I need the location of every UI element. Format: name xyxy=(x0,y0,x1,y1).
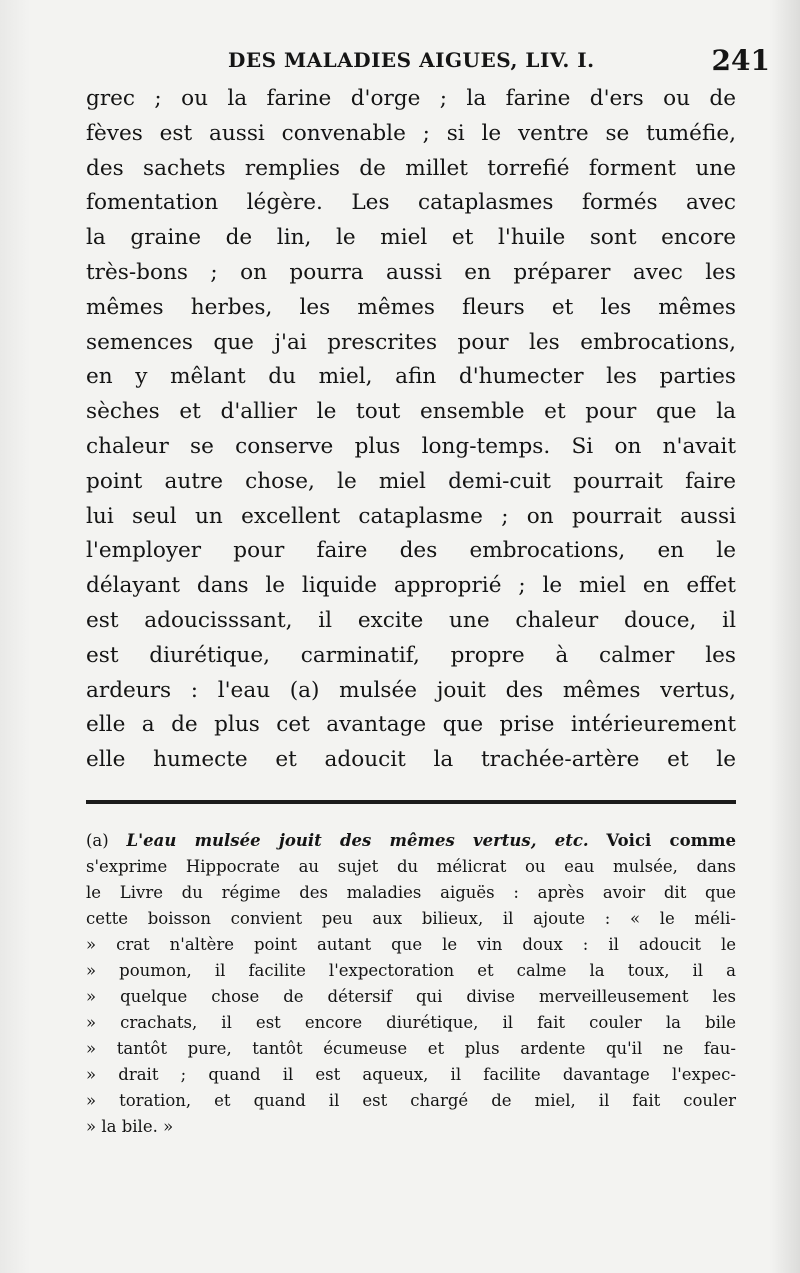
footnote-line: » quelque chose de détersif qui divise merveilleusement les xyxy=(86,987,736,1006)
text-line: des sachets remplies de millet torrefié forment une xyxy=(86,155,736,181)
text-line: est diurétique, carminatif, propre à calmer les xyxy=(86,642,736,668)
footnote-line: » crat n'altère point autant que le vin doux : il adoucit le xyxy=(86,935,736,954)
text-line: mêmes herbes, les mêmes fleurs et les mêmes xyxy=(86,294,736,320)
text-line: fèves est aussi convenable ; si le ventre se tuméfie, xyxy=(86,120,736,146)
footnote-line: cette boisson convient peu aux bilieux, il ajoute : « le méli- xyxy=(86,909,736,928)
footnote-line: » crachats, il est encore diurétique, il fait couler la bile xyxy=(86,1013,736,1032)
main-text xyxy=(86,82,736,778)
footnote-rule xyxy=(86,800,736,804)
text-line: elle humecte et adoucit la trachée-artère et le xyxy=(86,747,736,773)
footnote-lead-italic: L'eau mulsée jouit des mêmes vertus, etc. xyxy=(126,831,589,850)
footnote xyxy=(86,828,736,1140)
footnote-first-line xyxy=(86,828,736,854)
page-right-shadow xyxy=(770,0,800,1273)
text-line: grec ; ou la farine d'orge ; la farine d'ers ou de xyxy=(86,86,736,111)
footnote-line: » tantôt pure, tantôt écumeuse et plus ardente qu'il ne fau- xyxy=(86,1039,736,1058)
page-left-shadow xyxy=(0,0,30,1273)
text-line: semences que j'ai prescrites pour les embrocations, xyxy=(86,329,736,355)
footnote-lead-rest: Voici comme xyxy=(606,831,736,850)
text-line: est adoucisssant, il excite une chaleur douce, il xyxy=(86,607,736,633)
footnote-line: le Livre du régime des maladies aiguës : après avoir dit que xyxy=(86,883,736,902)
text-line: très-bons ; on pourra aussi en préparer avec les xyxy=(86,259,736,285)
footnote-line: » toration, et quand il est chargé de miel, il fait couler xyxy=(86,1091,736,1110)
text-line: elle a de plus cet avantage que prise intérieurement xyxy=(86,712,736,738)
footnote-line: » drait ; quand il est aqueux, il facilite davantage l'expec- xyxy=(86,1065,736,1084)
footnote-line: » poumon, il facilite l'expectoration et calme la toux, il a xyxy=(86,961,736,980)
text-line: ardeurs : l'eau (a) mulsée jouit des mêmes vertus, xyxy=(86,677,736,703)
text-line: fomentation légère. Les cataplasmes formés avec xyxy=(86,190,736,216)
text-line: délayant dans le liquide approprié ; le miel en effet xyxy=(86,573,736,599)
text-line: sèches et d'allier le tout ensemble et pour que la xyxy=(86,399,736,425)
footnote-line: » la bile. » xyxy=(86,1117,174,1136)
text-line: lui seul un excellent cataplasme ; on pourrait aussi xyxy=(86,503,736,529)
text-line: point autre chose, le miel demi-cuit pourrait faire xyxy=(86,468,736,494)
text-line: la graine de lin, le miel et l'huile sont encore xyxy=(86,225,736,251)
text-line: l'employer pour faire des embrocations, en le xyxy=(86,538,736,564)
text-line: chaleur se conserve plus long-temps. Si on n'avait xyxy=(86,433,736,459)
text-line: en y mêlant du miel, afin d'humecter les parties xyxy=(86,364,736,390)
footnote-line: s'exprime Hippocrate au sujet du mélicrat ou eau mulsée, dans xyxy=(86,857,736,876)
running-title: DES MALADIES AIGUES, LIV. I. xyxy=(228,48,595,72)
page-header xyxy=(88,44,770,80)
footnote-marker: (a) xyxy=(86,831,109,850)
page-number: 241 xyxy=(711,44,770,77)
